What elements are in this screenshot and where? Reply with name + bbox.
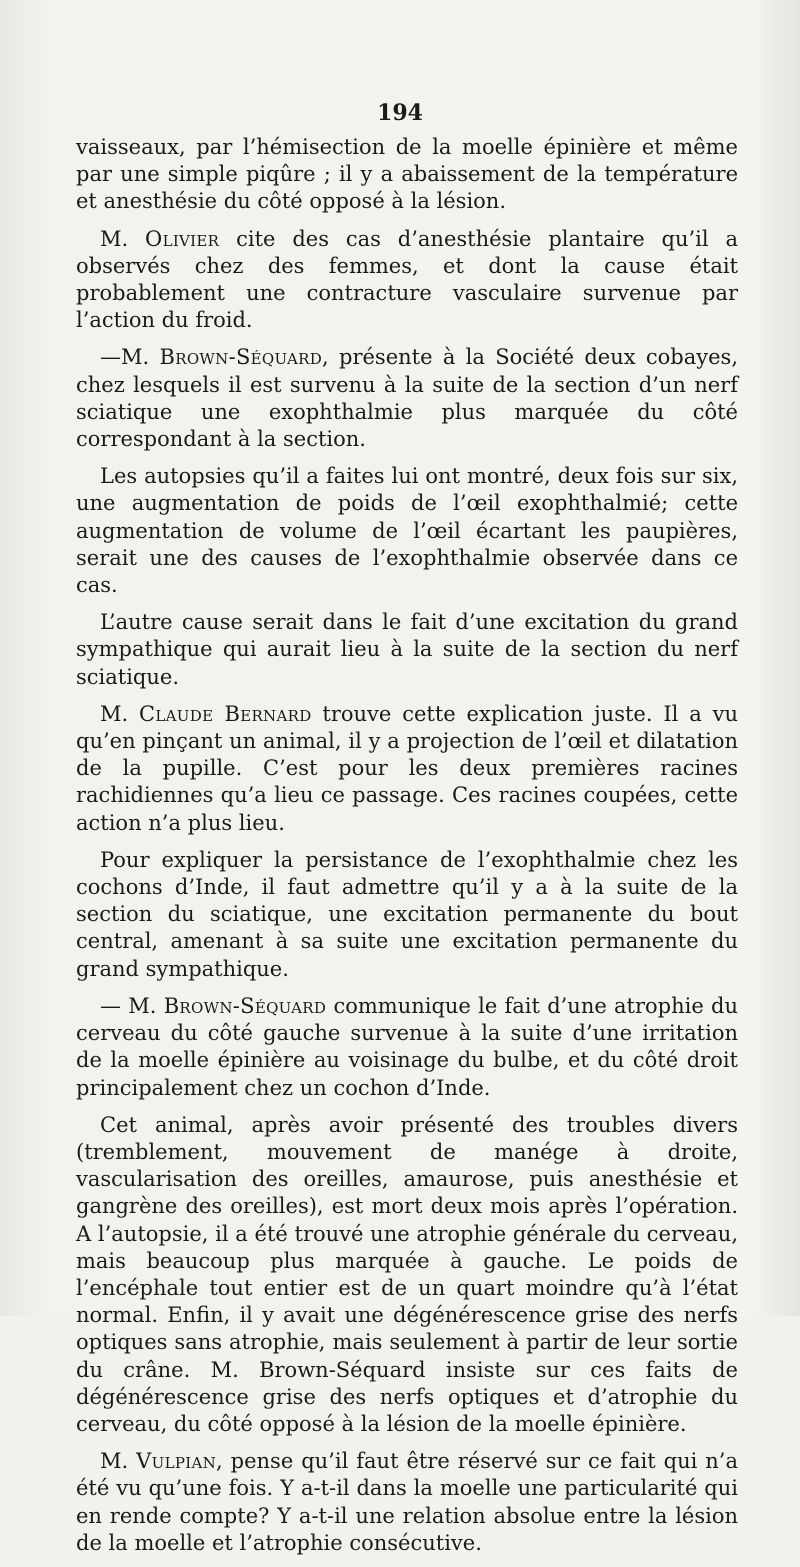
paragraph (76, 847, 738, 983)
paragraph (76, 701, 738, 837)
paragraph-text: Pour expliquer la persistance de l’exophthalmie chez les cochons d’Inde, il faut admettre qu’il y a à la suite de la section du sciatique, une excitation permanente du bout central, amenant à sa suite une excitation permanente du grand sympathique. (76, 847, 738, 981)
paragraph-text: —M. (100, 345, 160, 370)
speaker-name: Brown-Séquard (163, 993, 327, 1018)
paragraph-text: M. (100, 1449, 137, 1474)
paragraph (76, 993, 738, 1102)
page-body (76, 134, 738, 1567)
paragraph (76, 134, 738, 216)
paragraph (76, 344, 738, 453)
paragraph-text: Les autopsies qu’il a faites lui ont montré, deux fois sur six, une augmentation de poids de l’œil exophthalmié; cette augmentation de volume de l’œil écartant les paupières, serait une des causes de l’exophthalmie observée dans ce cas. (76, 464, 738, 598)
paragraph-text: M. (100, 701, 140, 726)
speaker-name: Brown-Séquard (159, 345, 323, 370)
paragraph-text: cite des cas d’anesthésie plantaire qu’il a observés chez des femmes, et dont la cause était probablement une contracture vasculaire survenue par l’action du froid. (76, 226, 738, 333)
paragraph-text: communique le fait d’une atrophie du cerveau du côté gauche survenue à la suite d’une irritation de la moelle épinière au voisinage du bulbe, et du côté droit principalement chez un cochon d’Inde. (76, 993, 739, 1100)
speaker-name: Claude Bernard (139, 701, 312, 726)
paragraph-text: M. (100, 226, 146, 251)
paragraph-text: L’autre cause serait dans le fait d’une excitation du grand sympathique qui aurait lieu à la suite de la section du nerf sciatique. (76, 610, 738, 689)
paragraph-text: , pense qu’il faut être réservé sur ce fait qui n’a été vu qu’une fois. Y a-t-il dans la moelle une particularité qui en rende compte? Y a-t-il une relation absolue entre la lésion de la moelle et l’atrophie consécutive. (76, 1449, 739, 1555)
paragraph (76, 226, 738, 335)
paragraph-text: trouve cette explication juste. Il a vu qu’en pinçant un animal, il y a projection de l’œil et dilatation de la pupille. C’est pour les deux premières racines rachidiennes qu’a lieu ce passage. Ces racines coupées, cette action n’a plus lieu. (76, 701, 739, 835)
paragraph (76, 609, 738, 691)
page-number: 194 (377, 100, 423, 126)
paragraph (76, 1448, 738, 1557)
paragraph-text: — M. (100, 993, 164, 1018)
paragraph-text: vaisseaux, par l’hémisection de la moelle épinière et même par une simple piqûre ; il y a abaissement de la température et anesthésie du côté opposé à la lésion. (76, 135, 738, 214)
paragraph-text: , présente à la Société deux cobayes, chez lesquels il est survenu à la suite de la section d’un nerf sciatique une exophthalmie plus marquée du côté correspondant à la section. (76, 345, 739, 452)
paragraph (76, 463, 738, 599)
paragraph-text: Cet animal, après avoir présenté des troubles divers (tremblement, mouvement de manége à droite, vascularisation des oreilles, amaurose, puis anesthésie et gangrène des oreilles), est mort deux mois après l’opération. A l’autopsie, il a été trouvé une atrophie générale du cerveau, mais beaucoup plus marquée à gauche. Le poids de l’encéphale tout entier est de un quart moindre qu’à l’état normal. Enfin, il y avait une dégénérescence grise des nerfs optiques sans atrophie, mais seulement à partir de leur sortie du crâne. M. Brown-Séquard insiste sur ces faits de dégénérescence grise des nerfs optiques et d’atrophie du cerveau, du côté opposé à la lésion de la moelle épinière. (76, 1112, 738, 1436)
speaker-name: Vulpian (136, 1449, 216, 1474)
speaker-name: Olivier (145, 226, 220, 251)
paragraph (76, 1112, 738, 1438)
